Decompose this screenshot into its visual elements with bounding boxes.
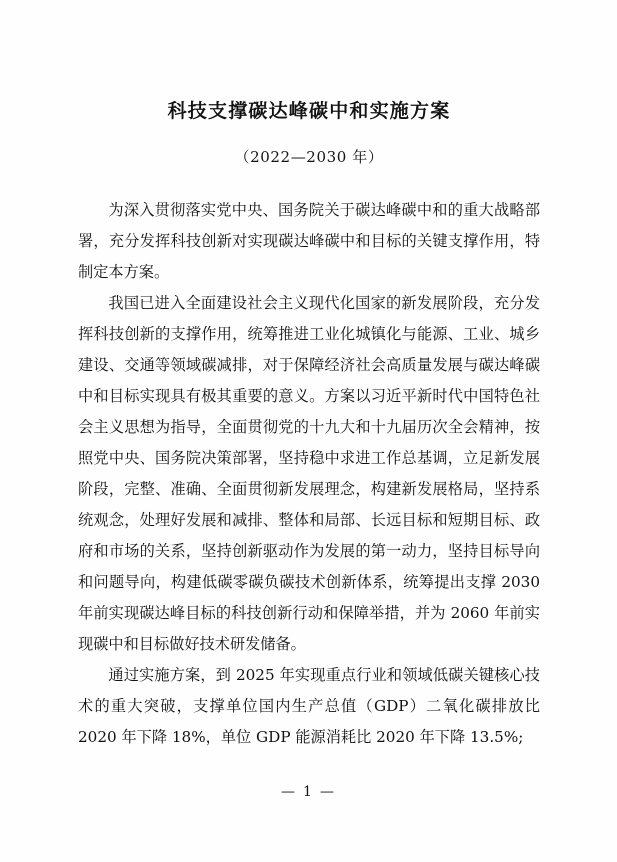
page-number-dash-left: — <box>281 784 298 800</box>
paragraph-2: 我国已进入全面建设社会主义现代化国家的新发展阶段，充分发挥科技创新的支撑作用，统筹推进工业化城镇化与能源、工业、城乡建设、交通等领域碳减排，对于保障经济社会高质量发展与碳达峰碳中和目标实现具有极其重要的意义。方案以习近平新时代中国特色社会主义思想为指导，全面贯彻党的十九大和十九届历次全会精神，按照党中央、国务院决策部署，坚持稳中求进工作总基调，立足新发展阶段，完整、准确、全面贯彻新发展理念，构建新发展格局，坚持系统观念，处理好发展和减排、整体和局部、长远目标和短期目标、政府和市场的关系，坚持创新驱动作为发展的第一动力，坚持目标导向和问题导向，构建低碳零碳负碳技术创新体系，统筹提出支撑 2030 年前实现碳达峰目标的科技创新行动和保障举措，并为 2060 年前实现碳中和目标做好技术研发储备。 <box>78 294 540 653</box>
page-number <box>0 784 617 800</box>
paragraph-1: 为深入贯彻落实党中央、国务院关于碳达峰碳中和的重大战略部署，充分发挥科技创新对实现碳达峰碳中和目标的关键支撑作用，特制定本方案。 <box>78 201 540 281</box>
page-number-dash-right: — <box>319 784 336 800</box>
page-number-value: 1 <box>303 784 314 800</box>
document-body <box>78 96 540 753</box>
document-subtitle: （2022—2030 年） <box>234 148 384 166</box>
page-title: 科技支撑碳达峰碳中和实施方案 <box>167 100 451 122</box>
paragraph-3: 通过实施方案，到 2025 年实现重点行业和领域低碳关键核心技术的重大突破，支撑单位国内生产总值（GDP）二氧化碳排放比 2020 年下降 18%，单位 GDP 能源消耗比 2020 年下降 13.5%; <box>78 666 540 746</box>
